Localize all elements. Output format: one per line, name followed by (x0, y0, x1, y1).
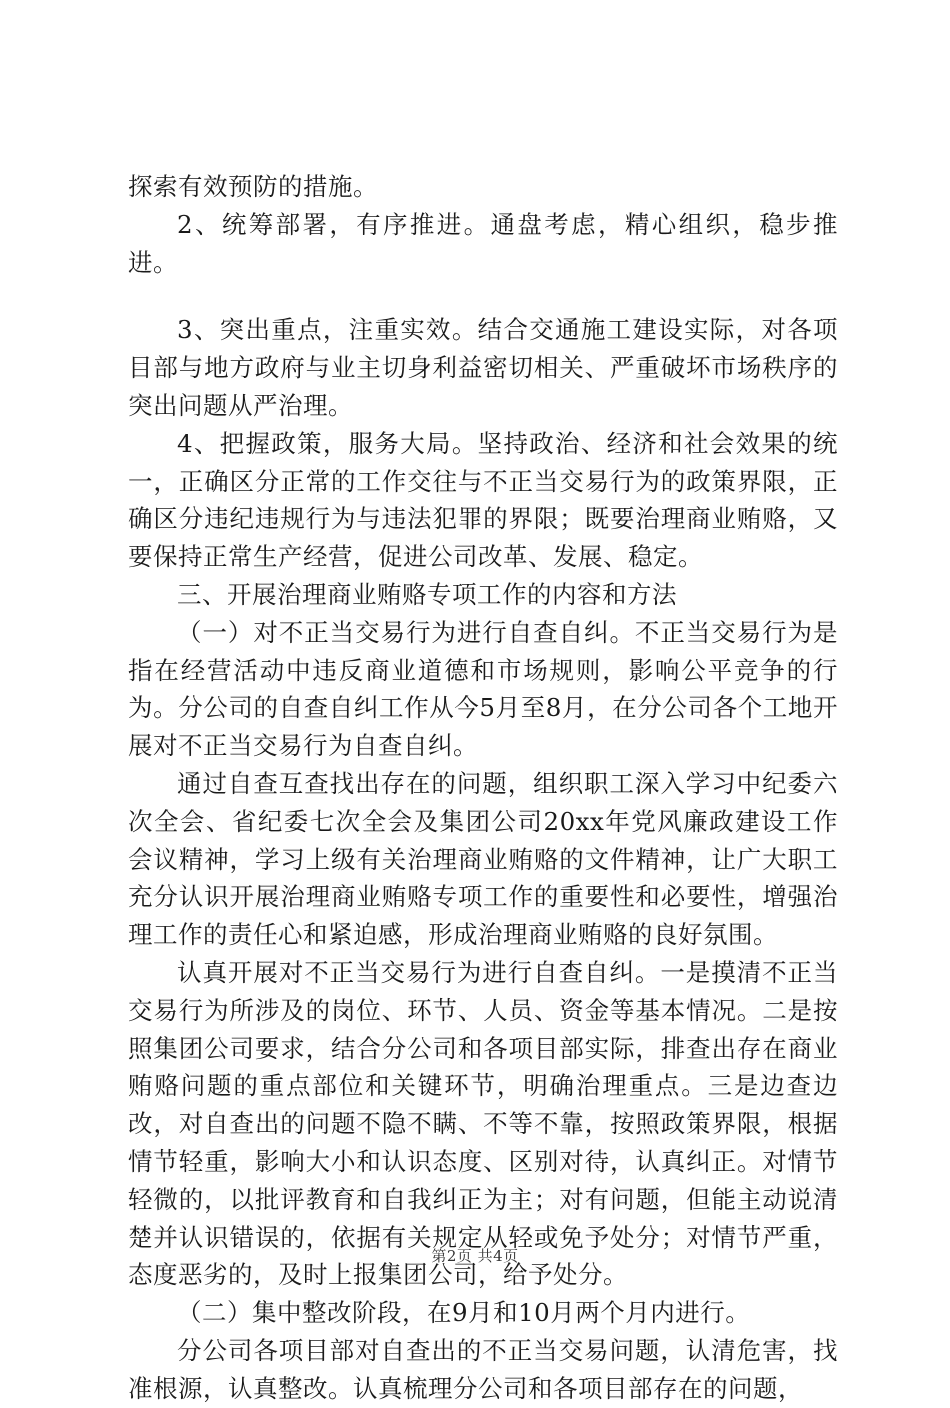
paragraph-self-check: 认真开展对不正当交易行为进行自查自纠。一是摸清不正当交易行为所涉及的岗位、环节、人员、资金等基本情况。二是按照集团公司要求，结合分公司和各项目部实际，排查出存在商业贿赂问题的重点部位和关键环节，明确治理重点。三是边查边改，对自查出的问题不隐不瞒、不等不靠，按照政策界限，根据情节轻重，影响大小和认识态度、区别对待，认真纠正。对情节轻微的，以批评教育和自我纠正为主；对有问题，但能主动说清楚并认识错误的，依据有关规定从轻或免予处分；对情节严重，态度恶劣的，及时上报集团公司，给予处分。 (128, 957, 838, 1290)
paragraph-item-2: 2、统筹部署，有序推进。通盘考虑，精心组织，稳步推进。 (128, 209, 838, 277)
paragraph-rectification: 分公司各项目部对自查出的不正当交易问题，认清危害，找准根源，认真整改。认真梳理分公司和各项目部存在的问题， (128, 1335, 838, 1403)
document-body (128, 168, 838, 1408)
page-footer: 第2页 共4页 (431, 1247, 519, 1265)
paragraph-item-3: 3、突出重点，注重实效。结合交通施工建设实际，对各项目部与地方政府与业主切身利益密切相关、严重破坏市场秩序的突出问题从严治理。 (128, 315, 838, 420)
section-heading-3: 三、开展治理商业贿赂专项工作的内容和方法 (177, 579, 677, 609)
paragraph-subsection-2: （二）集中整改阶段，在9月和10月两个月内进行。 (177, 1298, 751, 1328)
paragraph-continuation: 探索有效预防的措施。 (128, 172, 378, 201)
paragraph-subsection-1: （一）对不正当交易行为进行自查自纠。不正当交易行为是指在经营活动中违反商业道德和市场规则，影响公平竞争的行为。分公司的自查自纠工作从今5月至8月，在分公司各个工地开展对不正当交易行为自查自纠。 (128, 617, 838, 761)
paragraph-study: 通过自查互查找出存在的问题，组织职工深入学习中纪委六次全会、省纪委七次全会及集团公司20xx年党风廉政建设工作会议精神，学习上级有关治理商业贿赂的文件精神，让广大职工充分认识开展治理商业贿赂专项工作的重要性和必要性，增强治理工作的责任心和紧迫感，形成治理商业贿赂的良好氛围。 (128, 768, 838, 950)
paragraph-item-4: 4、把握政策，服务大局。坚持政治、经济和社会效果的统一，正确区分正常的工作交往与不正当交易行为的政策界限，正确区分违纪违规行为与违法犯罪的界限；既要治理商业贿赂，又要保持正常生产经营，促进公司改革、发展、稳定。 (128, 428, 838, 572)
